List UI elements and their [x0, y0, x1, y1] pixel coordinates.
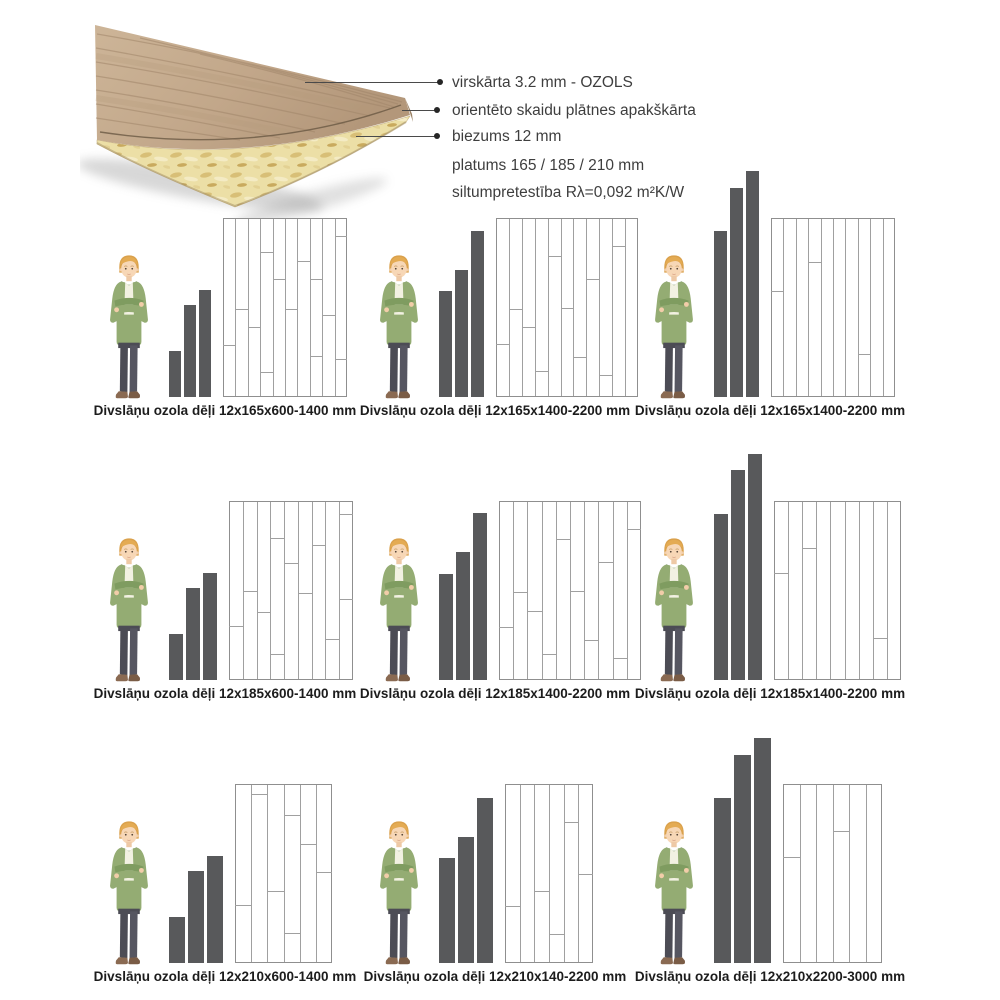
person-scale-figure — [372, 817, 426, 968]
product-cell — [634, 450, 906, 712]
length-bar — [714, 231, 727, 397]
person-scale-figure — [372, 534, 426, 685]
product-cell-content — [645, 167, 895, 397]
board-length-bars — [169, 856, 223, 963]
product-cell-content — [645, 450, 895, 680]
length-bar — [456, 552, 470, 680]
plank-layout-diagram — [771, 218, 895, 397]
person-scale-figure — [372, 251, 426, 402]
person-scale-figure — [647, 251, 701, 402]
annotation-thermal-resistance: siltumpretestība Rλ=0,092 m²K/W — [452, 184, 685, 201]
annotation-osb-layer: orientēto skaidu plātnes apakškārta — [452, 102, 696, 119]
plank-layout-diagram — [223, 218, 347, 397]
length-bar — [477, 798, 493, 963]
person-scale-figure — [102, 534, 156, 685]
product-cell — [93, 733, 357, 995]
product-cell — [93, 167, 357, 429]
product-cell-content — [370, 167, 620, 397]
length-bar — [439, 574, 453, 680]
product-cell-content — [645, 733, 895, 963]
product-caption: Divslāņu ozola dēļi 12x210x140-2200 mm — [363, 969, 627, 984]
length-bar — [714, 798, 731, 963]
length-bar — [746, 171, 759, 397]
product-cell — [359, 450, 631, 712]
annotation-width-options: platums 165 / 185 / 210 mm — [452, 157, 645, 174]
product-caption: Divslāņu ozola dēļi 12x210x600-1400 mm — [93, 969, 357, 984]
bullet-dot — [434, 133, 440, 139]
product-cell — [634, 167, 906, 429]
length-bar — [731, 470, 745, 680]
length-bar — [188, 871, 204, 963]
board-length-bars — [169, 573, 217, 680]
product-caption: Divslāņu ozola dēļi 12x165x600-1400 mm — [93, 403, 357, 418]
board-length-bars — [714, 171, 759, 397]
length-bar — [439, 858, 455, 963]
leader-line-top-layer — [305, 82, 439, 83]
product-caption: Divslāņu ozola dēļi 12x185x600-1400 mm — [93, 686, 357, 701]
length-bar — [169, 917, 185, 963]
length-bar — [458, 837, 474, 963]
length-bar — [455, 270, 468, 397]
length-bar — [714, 514, 728, 680]
length-bar — [199, 290, 211, 397]
annotation-top-layer: virskārta 3.2 mm - OZOLS — [452, 74, 633, 91]
product-cell-content — [100, 733, 350, 963]
length-bar — [730, 188, 743, 397]
leader-line-osb-layer — [402, 110, 436, 111]
product-cell-content — [370, 733, 620, 963]
person-scale-figure — [102, 817, 156, 968]
length-bar — [473, 513, 487, 680]
product-cell — [93, 450, 357, 712]
plank-layout-diagram — [499, 501, 641, 680]
product-cell — [359, 167, 631, 429]
bullet-dot — [434, 107, 440, 113]
product-caption: Divslāņu ozola dēļi 12x185x1400-2200 mm — [634, 686, 906, 701]
product-cell-content — [100, 167, 350, 397]
product-caption: Divslāņu ozola dēļi 12x165x1400-2200 mm — [634, 403, 906, 418]
length-bar — [169, 634, 183, 680]
product-caption: Divslāņu ozola dēļi 12x165x1400-2200 mm — [359, 403, 631, 418]
product-caption: Divslāņu ozola dēļi 12x185x1400-2200 mm — [359, 686, 631, 701]
person-scale-figure — [647, 534, 701, 685]
plank-layout-diagram — [783, 784, 882, 963]
board-length-bars — [439, 798, 493, 963]
length-bar — [439, 291, 452, 397]
length-bar — [471, 231, 484, 397]
board-length-bars — [169, 290, 211, 397]
product-caption: Divslāņu ozola dēļi 12x210x2200-3000 mm — [634, 969, 906, 984]
board-length-bars — [714, 738, 771, 963]
length-bar — [203, 573, 217, 680]
annotation-thickness: biezums 12 mm — [452, 128, 562, 145]
plank-layout-diagram — [235, 784, 332, 963]
length-bar — [184, 305, 196, 397]
product-cell-content — [100, 450, 350, 680]
plank-layout-diagram — [229, 501, 353, 680]
board-length-bars — [714, 454, 762, 680]
plank-layout-diagram — [774, 501, 901, 680]
plank-layout-diagram — [496, 218, 638, 397]
product-cell-content — [370, 450, 620, 680]
length-bar — [169, 351, 181, 397]
length-bar — [207, 856, 223, 963]
length-bar — [734, 755, 751, 963]
product-cell — [634, 733, 906, 995]
length-bar — [748, 454, 762, 680]
bullet-dot — [437, 79, 443, 85]
length-bar — [186, 588, 200, 680]
product-cell — [363, 733, 627, 995]
board-length-bars — [439, 513, 487, 680]
board-length-bars — [439, 231, 484, 397]
plank-layout-diagram — [505, 784, 593, 963]
leader-line-thickness — [356, 136, 436, 137]
length-bar — [754, 738, 771, 963]
person-scale-figure — [647, 817, 701, 968]
person-scale-figure — [102, 251, 156, 402]
